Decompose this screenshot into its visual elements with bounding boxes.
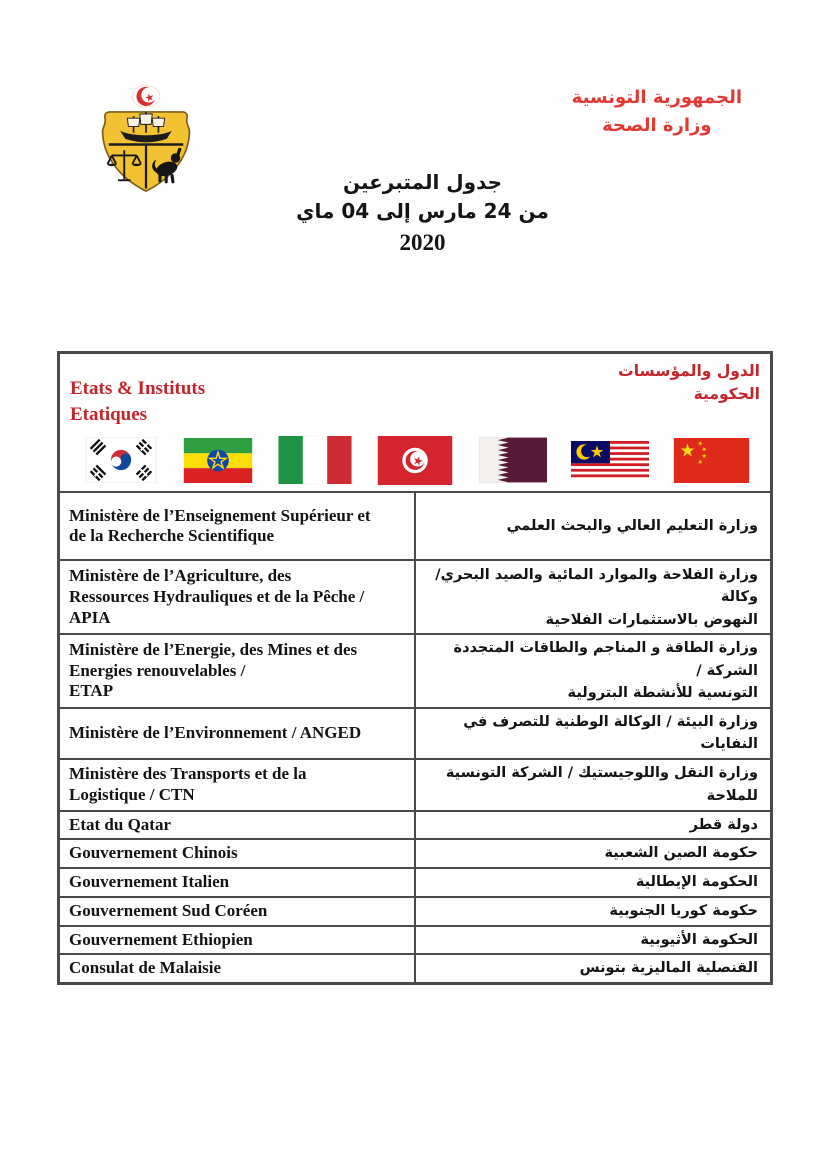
- document-title: [15, 168, 830, 259]
- table-row: [59, 759, 772, 811]
- donor-ar-cell: وزارة الفلاحة والموارد المائية والصيد البحري/ وكالة النهوض بالاستثمارات الفلاحية: [415, 560, 772, 634]
- donor-fr-cell: Gouvernement Sud Coréen: [59, 897, 416, 926]
- donor-ar-cell: وزارة الطاقة و المناجم والطاقات المتجددة الشركة / التونسية للأنشطة البترولية: [415, 634, 772, 707]
- donor-fr-cell: Ministère de l’Enseignement Supérieur et de la Recherche Scientifique: [59, 492, 416, 560]
- table-row: [59, 926, 772, 955]
- table-row: [59, 560, 772, 634]
- republic-line: الجمهورية التونسية: [571, 87, 742, 108]
- donor-fr-cell: Ministère de l’Environnement / ANGED: [59, 708, 416, 759]
- donor-ar-cell: وزارة البيئة / الوكالة الوطنية للتصرف في النفايات: [415, 708, 772, 759]
- donor-ar-cell: القنصلية الماليزية بتونس: [415, 954, 772, 983]
- government-heading: [572, 84, 742, 140]
- donor-fr-cell: Consulat de Malaisie: [59, 954, 416, 983]
- flag-italy-icon: [278, 436, 352, 484]
- donor-fr-cell: Ministère de l’Energie, des Mines et des Energies renouvelables / ETAP: [59, 634, 416, 707]
- flag-malaysia-icon: [571, 441, 649, 480]
- title-line: جدول المتبرعين: [342, 170, 503, 194]
- flag-south-korea-icon: [84, 437, 158, 483]
- donor-fr-cell: Ministère des Transports et de la Logistique / CTN: [59, 759, 416, 811]
- donor-ar-cell: حكومة كوريا الجنوبية: [415, 897, 772, 926]
- donors-table: [57, 351, 773, 985]
- donor-fr-cell: Gouvernement Ethiopien: [59, 926, 416, 955]
- donor-ar-cell: الحكومة الإيطالية: [415, 868, 772, 897]
- donor-fr-cell: Gouvernement Chinois: [59, 839, 416, 868]
- table-row: [59, 897, 772, 926]
- table-row: [59, 634, 772, 707]
- donor-ar-cell: وزارة النقل واللوجيستيك / الشركة التونسية للملاحة: [415, 759, 772, 811]
- flag-china-icon: [673, 438, 750, 483]
- table-header-row: [59, 353, 772, 493]
- donor-ar-cell: دولة قطر: [415, 811, 772, 840]
- table-row: [59, 868, 772, 897]
- table-row: [59, 708, 772, 759]
- title-date-range: من 24 مارس إلى 04 ماي: [296, 199, 549, 223]
- flag-tunisia-icon: [376, 436, 454, 485]
- flags-row: [70, 427, 760, 487]
- donor-ar-cell: الحكومة الأثيوبية: [415, 926, 772, 955]
- table-header-arabic: الدول والمؤسسات الحكومية: [618, 362, 760, 404]
- table-header-french: Etats & Instituts Etatiques: [70, 378, 206, 425]
- flag-qatar-icon: [479, 435, 547, 485]
- donor-ar-cell: حكومة الصين الشعبية: [415, 839, 772, 868]
- table-header-cell: [59, 353, 772, 493]
- title-year: 2020: [399, 230, 446, 255]
- table-row: [59, 839, 772, 868]
- ministry-line: وزارة الصحة: [602, 114, 712, 136]
- donor-fr-cell: Ministère de l’Agriculture, des Ressources Hydrauliques et de la Pêche / APIA: [59, 560, 416, 634]
- table-row: [59, 811, 772, 840]
- table-row: [59, 954, 772, 983]
- donor-ar-cell: وزارة التعليم العالي والبحث العلمي: [415, 492, 772, 560]
- donor-fr-cell: Gouvernement Italien: [59, 868, 416, 897]
- table-row: [59, 492, 772, 560]
- flag-ethiopia-icon: [182, 438, 254, 483]
- donor-fr-cell: Etat du Qatar: [59, 811, 416, 840]
